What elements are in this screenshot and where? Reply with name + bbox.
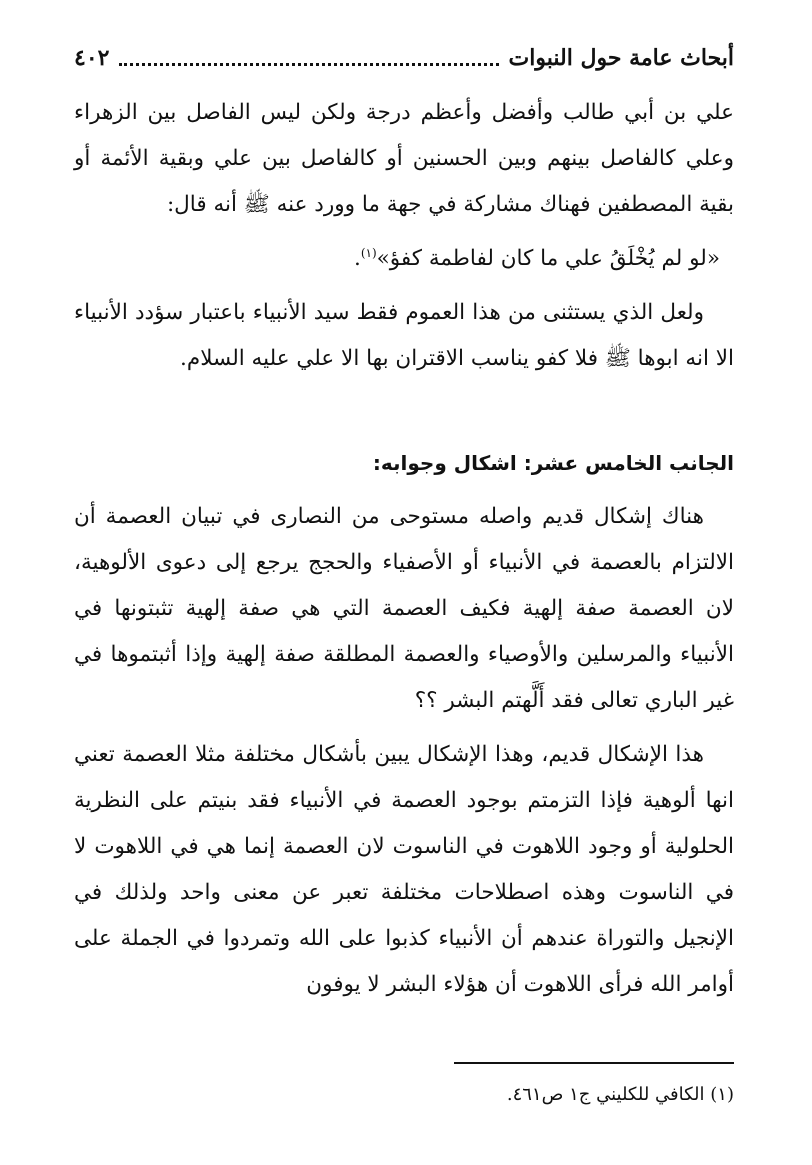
paragraph-exception: ولعل الذي يستثنى من هذا العموم فقط سيد الأنبياء باعتبار سؤدد الأنبياء الا انه ابوها ﷺ فلا كفو يناسب الاقتران بها الا علي عليه السلام. — [74, 300, 734, 371]
section-heading: الجانب الخامس عشر: اشكال وجوابه: — [372, 451, 734, 475]
paragraph-continuation: علي بن أبي طالب وأفضل وأعظم درجة ولكن ليس الفاصل بين الزهراء وعلي كالفاصل بينهم وبين الحسنين أو كالفاصل بين علي وبقية الأئمة أو بقية المصطفين فهناك مشاركة في جهة ما وورد عنه ﷺ أنه قال: — [74, 100, 734, 217]
paragraph-answer: هذا الإشكال قديم، وهذا الإشكال يبين بأشكال مختلفة مثلا العصمة تعني انها ألوهية فإذا التزمتم بوجود العصمة في الأنبياء فقد بنيتم على النظرية الحلولية أو وجود اللاهوت في الناسوت لان العصمة إنما هي في اللاهوت لا في الناسوت وهذه اصطلاحات مختلفة تعبر عن معنى واحد ولذلك في الإنجيل والتوراة عندهم أن الأنبياء كذبوا على الله وتمردوا في الجملة على أوامر الله فرأى اللاهوت أن هؤلاء البشر لا يوفون — [74, 742, 734, 997]
hadith-quote-text: «لو لم يُخْلَقُ علي ما كان لفاطمة كفؤ» — [376, 246, 720, 271]
hadith-quote — [74, 236, 734, 282]
hadith-quote-end: . — [353, 246, 361, 271]
header-dot-leader — [119, 63, 498, 66]
main-text — [74, 90, 734, 1008]
page-number: ٤٠٢ — [74, 45, 110, 71]
footnote: (١) الكافي للكليني ج١ ص٤٦١. — [506, 1084, 734, 1105]
running-header — [74, 38, 734, 78]
footnote-separator — [454, 1062, 734, 1064]
paragraph-objection: هناك إشكال قديم واصله مستوحى من النصارى في تبيان العصمة أن الالتزام بالعصمة في الأنبياء أو الأصفياء والحجج يرجع إلى دعوى الألوهية، لان العصمة صفة إلهية فكيف العصمة التي هي صفة إلهية تثبتونها في الأنبياء والمرسلين والأوصياء والعصمة المطلقة صفة إلهية وإذا أثبتموها في غير الباري تعالى فقد أَلَّهتم البشر ؟؟ — [74, 504, 734, 713]
header-title: أبحاث عامة حول النبوات — [508, 45, 734, 71]
footnote-marker: (١) — [360, 245, 377, 260]
